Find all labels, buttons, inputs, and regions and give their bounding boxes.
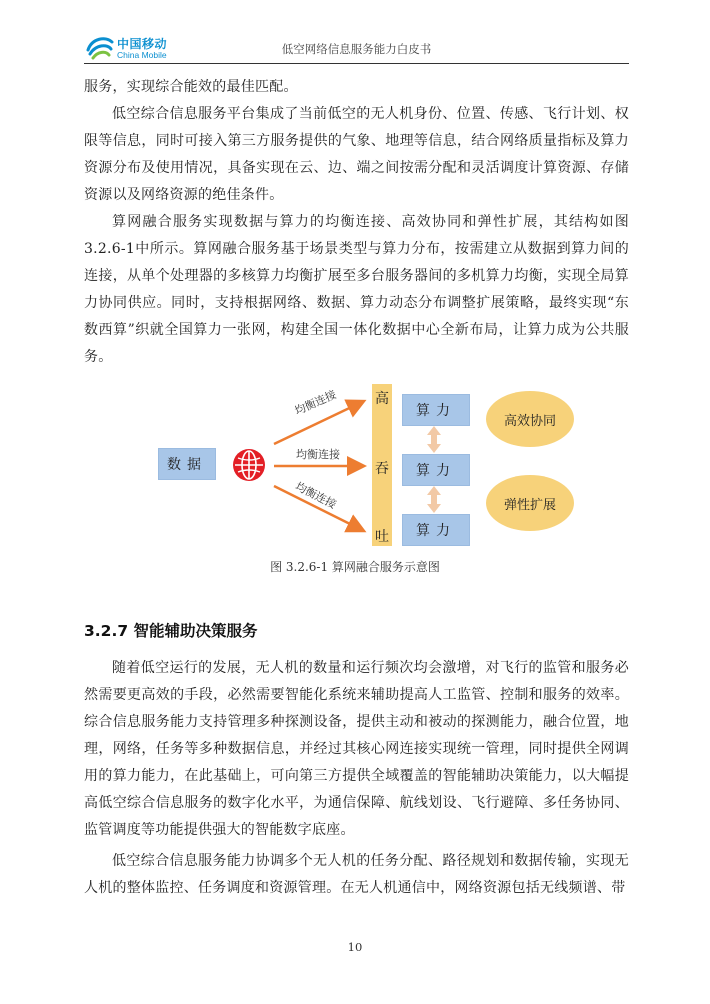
paragraph-intelligent-decision: 随着低空运行的发展，无人机的数量和运行频次均会激增，对飞行的监管和服务必然需要更高效的手段，必然需要智能化系统来辅助提高人工监管、控制和服务的效率。综合信息服务能力支持管理多种探测设备，提供主动和被动的探测能力，融合位置，地理，网络，任务等多种数据信息，并经过其核心网连接实现统一管理，同时提供全网调用的算力能力，在此基础上，可向第三方提供全域覆盖的智能辅助决策能力，以大幅提高低空综合信息服务的数字化水平，为通信保障、航线划设、飞行避障、多任务协同、监管调度等功能提供强大的智能数字底座。 [84, 660, 629, 838]
data-box: 数据 [158, 448, 216, 480]
paragraph-platform: 低空综合信息服务平台集成了当前低空的无人机身份、位置、传感、飞行计划、权限等信息，同时可接入第三方服务提供的气象、地理等信息，结合网络质量指标及算力资源分布及使用情况，具备实现在云、边、端之间按需分配和灵活调度计算资源、存储资源以及网络资源的绝佳条件。 [84, 106, 629, 203]
link-label-middle: 均衡连接 [296, 448, 340, 461]
bar-char-1: 高 [375, 391, 389, 407]
double-arrow-lower [427, 486, 441, 513]
document-title: 低空网络信息服务能力白皮书 [281, 42, 432, 56]
bar-char-2: 吞 [375, 461, 389, 477]
double-arrow-upper [427, 426, 441, 453]
link-label-bottom: 均衡连接 [293, 479, 339, 512]
oval-efficient-collaboration: 高效协同 [486, 391, 574, 447]
bar-char-3: 吐 [375, 529, 389, 545]
paragraph-multi-drone: 低空综合信息服务能力协调多个无人机的任务分配、路径规划和数据传输，实现无人机的整体监控、任务调度和资源管理。在无人机通信中，网络资源包括无线频谱、带 [84, 853, 629, 896]
page-header [84, 30, 629, 64]
throughput-bar [372, 384, 392, 546]
header-divider [84, 63, 629, 64]
paragraph-continuation: 服务，实现综合能效的最佳匹配。 [84, 79, 298, 95]
figure-caption: 图 3.2.6-1 算网融合服务示意图 [270, 560, 440, 574]
paragraph-compute-network: 算网融合服务实现数据与算力的均衡连接、高效协同和弹性扩展，其结构如图3.2.6-1中所示。算网融合服务基于场景类型与算力分布，按需建立从数据到算力间的连接，从单个处理器的多核算力均衡扩展至多台服务器间的多机算力均衡，实现全局算力协同供应。同时，支持根据网络、数据、算力动态分布调整扩展策略，最终实现“东数西算”织就全国算力一张网，构建全国一体化数据中心全新布局，让算力成为公共服务。 [84, 214, 629, 365]
globe-icon [232, 448, 266, 482]
compute-box-3: 算力 [402, 514, 470, 546]
compute-box-1: 算力 [402, 394, 470, 426]
section-heading: 3.2.7 智能辅助决策服务 [84, 622, 258, 640]
compute-network-diagram [150, 382, 590, 548]
page-number: 10 [347, 940, 363, 954]
logo-english-text: China Mobile [117, 50, 167, 60]
link-label-top: 均衡连接 [292, 387, 339, 418]
logo-chinese-text: 中国移动 [117, 37, 168, 51]
compute-box-2: 算力 [402, 454, 470, 486]
oval-elastic-expansion: 弹性扩展 [486, 475, 574, 531]
